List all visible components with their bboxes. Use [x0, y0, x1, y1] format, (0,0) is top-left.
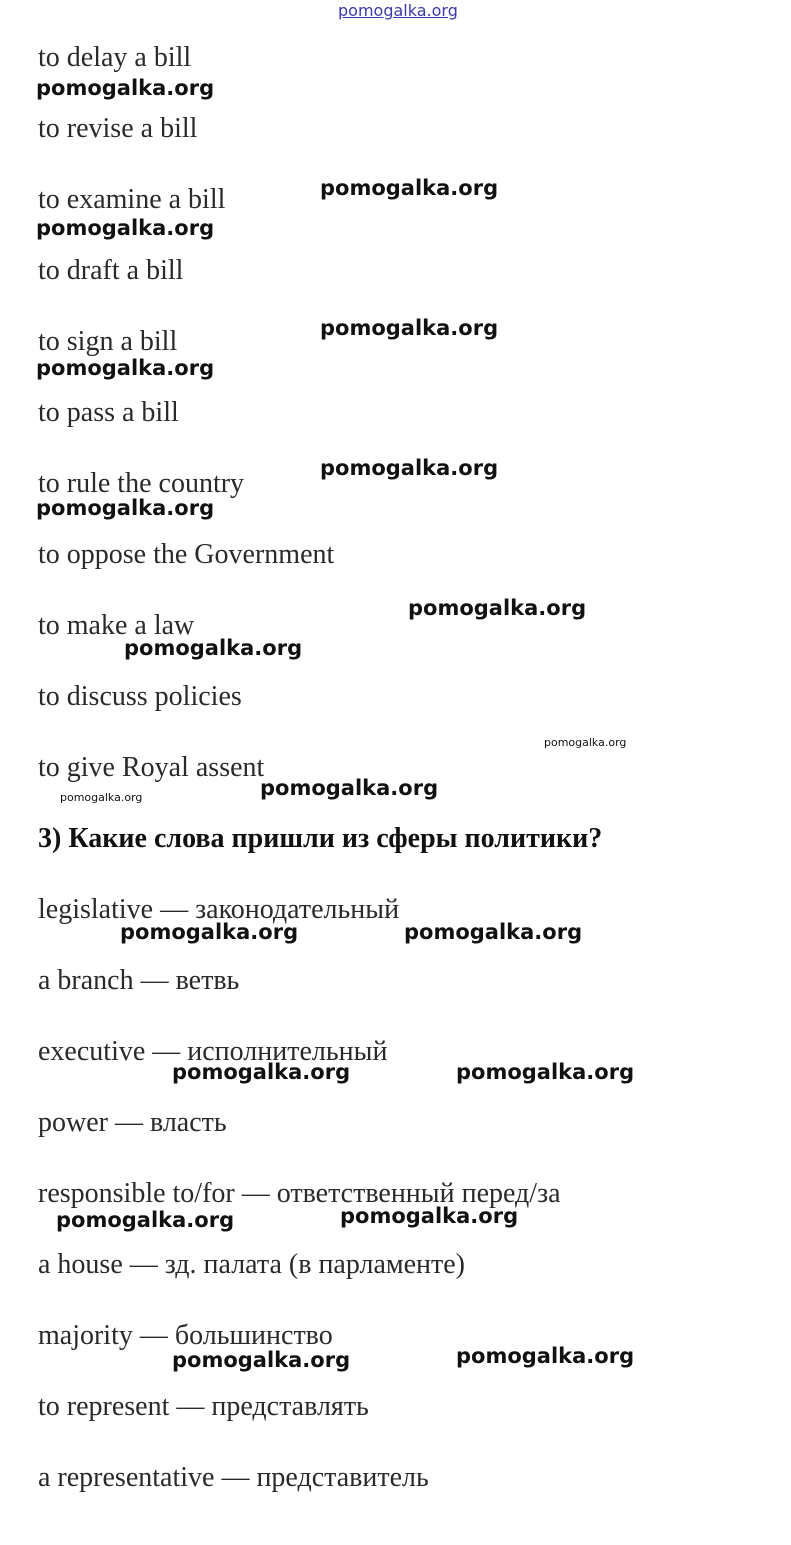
watermark: pomogalka.org — [340, 1204, 519, 1228]
header-watermark-link[interactable]: pomogalka.org — [338, 1, 458, 20]
watermark: pomogalka.org — [60, 791, 143, 804]
glossary-item: a house — зд. палата (в парламенте) — [38, 1249, 465, 1280]
phrase-item: to pass a bill — [38, 397, 179, 428]
watermark: pomogalka.org — [320, 456, 499, 480]
phrase-item: to sign a bill — [38, 326, 178, 357]
phrase-item: to make a law — [38, 610, 195, 641]
watermark: pomogalka.org — [36, 356, 215, 380]
phrase-item: to draft a bill — [38, 255, 184, 286]
glossary-item: power — власть — [38, 1107, 227, 1138]
watermark: pomogalka.org — [124, 636, 303, 660]
phrase-item: to oppose the Government — [38, 539, 335, 570]
glossary-item: responsible to/for — ответственный перед/за — [38, 1178, 561, 1209]
phrase-item: to examine a bill — [38, 184, 226, 215]
watermark: pomogalka.org — [320, 176, 499, 200]
section-heading: 3) Какие слова пришли из сферы политики? — [38, 823, 603, 854]
watermark: pomogalka.org — [36, 216, 215, 240]
watermark: pomogalka.org — [56, 1208, 235, 1232]
watermark: pomogalka.org — [456, 1344, 635, 1368]
glossary-item: majority — большинство — [38, 1320, 333, 1351]
watermark: pomogalka.org — [320, 316, 499, 340]
glossary-item: to represent — представлять — [38, 1391, 369, 1422]
glossary-item: legislative — законодательный — [38, 894, 400, 925]
watermark: pomogalka.org — [456, 1060, 635, 1084]
phrase-item: to discuss policies — [38, 681, 242, 712]
watermark: pomogalka.org — [544, 736, 627, 749]
glossary-item: executive — исполнительный — [38, 1036, 388, 1067]
watermark: pomogalka.org — [172, 1348, 351, 1372]
watermark: pomogalka.org — [260, 776, 439, 800]
phrase-item: to revise a bill — [38, 113, 198, 144]
glossary-item: a branch — ветвь — [38, 965, 240, 996]
watermark: pomogalka.org — [120, 920, 299, 944]
watermark: pomogalka.org — [408, 596, 587, 620]
watermark: pomogalka.org — [404, 920, 583, 944]
watermark: pomogalka.org — [172, 1060, 351, 1084]
watermark: pomogalka.org — [36, 496, 215, 520]
phrase-item: to delay a bill — [38, 42, 192, 73]
phrase-item: to give Royal assent — [38, 752, 265, 783]
watermark: pomogalka.org — [36, 76, 215, 100]
phrase-item: to rule the country — [38, 468, 245, 499]
glossary-item: a representative — представитель — [38, 1462, 429, 1493]
